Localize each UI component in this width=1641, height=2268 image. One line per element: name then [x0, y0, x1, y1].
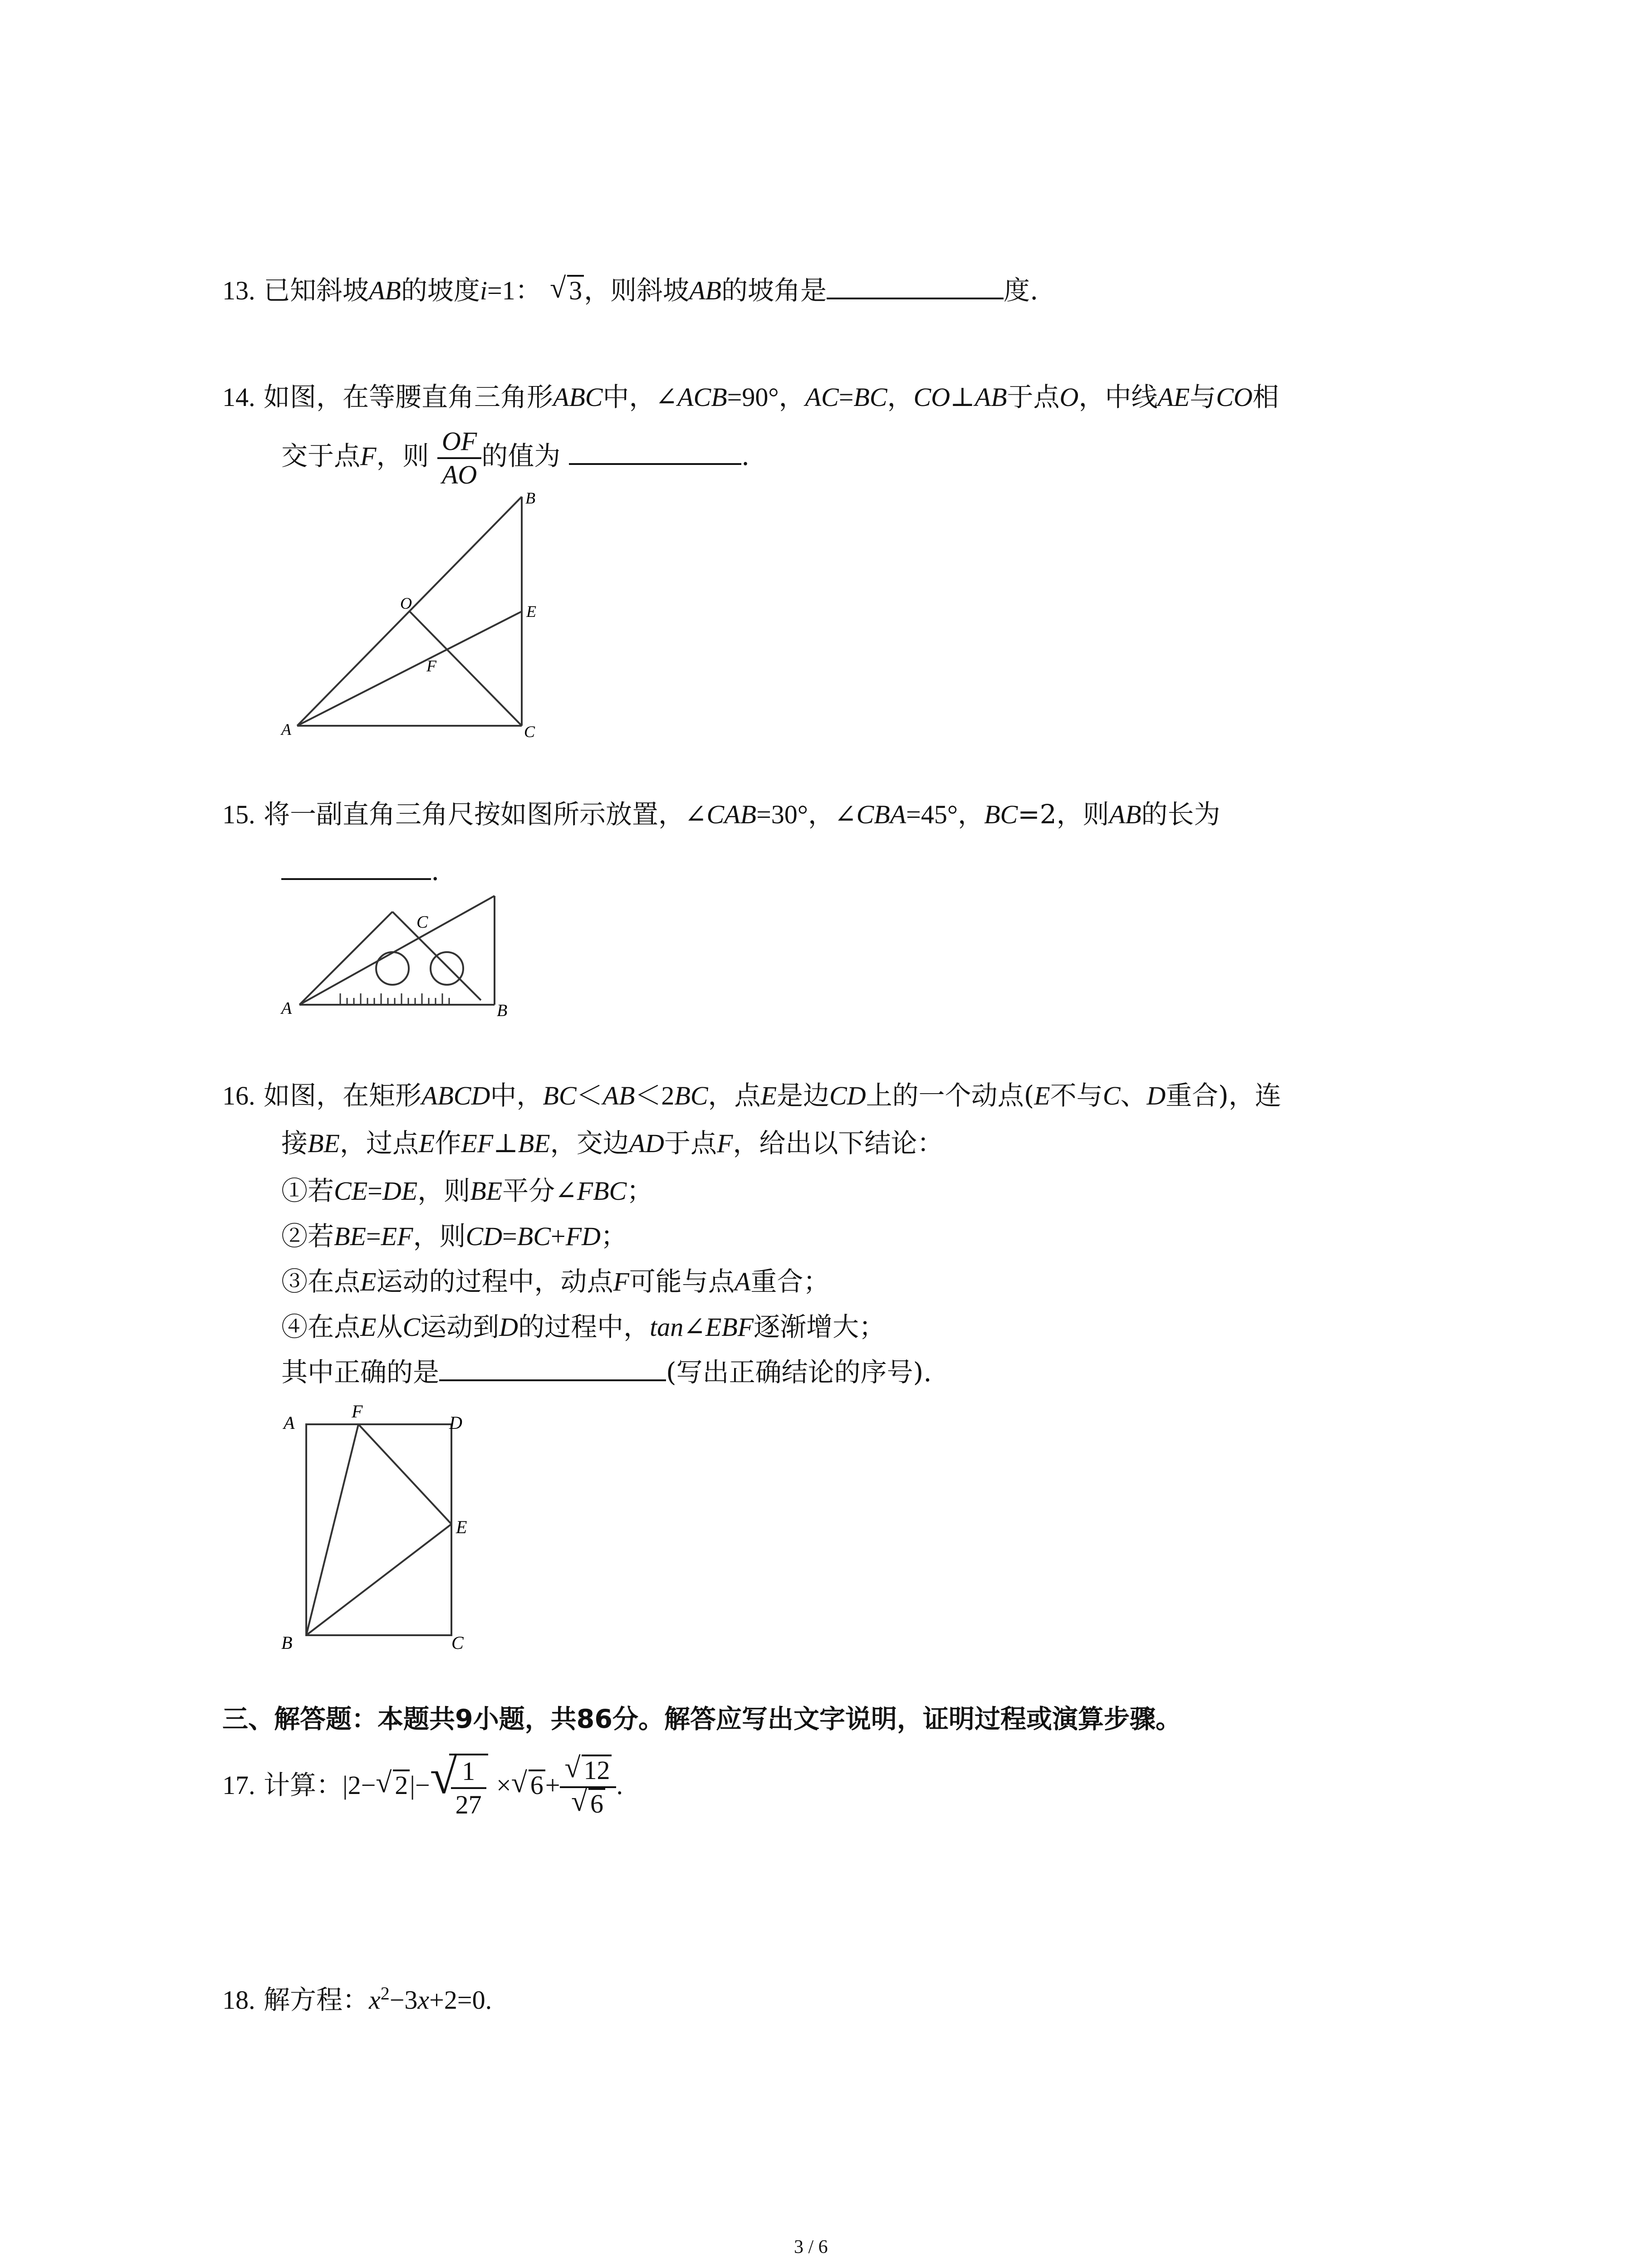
- text: 度.: [1004, 275, 1038, 306]
- text: =2，则: [1018, 799, 1109, 830]
- label-e: E: [456, 1517, 467, 1537]
- answer-blank[interactable]: [827, 275, 1004, 299]
- segment-bf: [306, 1424, 358, 1635]
- text: 如图，在等腰直角三角形: [263, 381, 553, 412]
- text: ⊥: [950, 381, 975, 412]
- var: x: [417, 1985, 430, 2015]
- var: D: [499, 1312, 519, 1342]
- text: +2=0.: [429, 1985, 492, 2015]
- denominator: AO: [441, 459, 477, 489]
- radicand: 3: [567, 275, 584, 305]
- question-number: 14.: [222, 382, 255, 412]
- fraction-of-ao: [437, 425, 481, 491]
- radicand: 12: [582, 1755, 612, 1784]
- var: ABCD: [421, 1081, 490, 1110]
- text: 交于点: [281, 440, 361, 471]
- question-16-line1: [222, 1080, 1281, 1112]
- numerator: 1: [451, 1755, 486, 1789]
- text: 平分∠: [502, 1175, 577, 1206]
- label-b: B: [497, 1001, 508, 1020]
- var: EF: [461, 1129, 494, 1158]
- text: ，过点: [339, 1128, 419, 1158]
- text: =: [838, 382, 854, 412]
- text: 上的一个动点(: [866, 1080, 1034, 1111]
- var: A: [734, 1267, 751, 1296]
- circle-hole-right: [431, 952, 463, 985]
- answer-blank[interactable]: [569, 440, 741, 465]
- text: ，则斜坡: [584, 275, 690, 306]
- var: BC: [984, 800, 1018, 829]
- answer-blank[interactable]: [439, 1357, 666, 1381]
- text: 重合；: [750, 1266, 830, 1297]
- text: ，点: [708, 1080, 761, 1111]
- label-c: C: [524, 723, 535, 741]
- text: 计算：: [263, 1769, 343, 1800]
- var: AC: [805, 382, 839, 412]
- var: BE: [334, 1222, 366, 1251]
- text: ；: [600, 1221, 627, 1251]
- var: AD: [629, 1129, 664, 1158]
- var: AB: [1109, 800, 1141, 829]
- text: 重合)，连: [1166, 1080, 1281, 1111]
- label-a: A: [284, 1413, 295, 1433]
- var: E: [1034, 1081, 1050, 1110]
- label-d: D: [449, 1413, 462, 1433]
- text: +: [545, 1770, 560, 1800]
- text: ，则: [413, 1221, 466, 1251]
- text: 运动的过程中，动点: [376, 1266, 613, 1297]
- text: ，中线: [1078, 381, 1158, 412]
- var: O: [1059, 382, 1079, 412]
- var: C: [402, 1312, 421, 1342]
- var: BE: [308, 1129, 340, 1158]
- sqrt-3: √ 3: [550, 275, 584, 307]
- text: ，: [887, 381, 914, 412]
- text: 作: [435, 1128, 461, 1158]
- question-number: 15.: [222, 800, 255, 829]
- var: BC: [517, 1222, 551, 1251]
- text: =1：: [487, 276, 542, 305]
- var: DE: [382, 1176, 418, 1206]
- ruler-ticks: [340, 993, 449, 1005]
- question-number: 17.: [222, 1770, 255, 1800]
- sqrt-2: √ 2: [376, 1747, 410, 1824]
- var: ACB: [677, 382, 727, 412]
- text: 的坡角是: [721, 275, 827, 306]
- text: 的长为: [1141, 799, 1220, 830]
- question-14-line1: [222, 381, 1279, 413]
- text: 从: [376, 1311, 403, 1342]
- var: i: [480, 276, 487, 305]
- conclusion-3: [281, 1266, 829, 1298]
- figure-16-rectangle: [272, 1397, 508, 1656]
- text: 接: [281, 1128, 308, 1158]
- segment-hyp-30: [299, 896, 495, 1005]
- var: AB: [368, 276, 401, 305]
- label-b: B: [525, 490, 535, 507]
- var: CD: [465, 1222, 503, 1251]
- text: 逐渐增大；: [754, 1311, 886, 1342]
- label-f: F: [352, 1401, 363, 1422]
- sqrt-6-den: √ 6: [571, 1788, 605, 1820]
- var: BE: [470, 1176, 503, 1206]
- text: −3: [389, 1985, 418, 2015]
- text: ＜: [576, 1080, 603, 1111]
- var: AE: [1157, 382, 1190, 412]
- figure-14-triangle: [263, 490, 554, 744]
- var: CBA: [856, 800, 906, 829]
- var: EF: [381, 1222, 413, 1251]
- text: 相: [1252, 381, 1279, 412]
- text: =90°，: [727, 382, 805, 412]
- var: E: [760, 1081, 777, 1110]
- text: 解方程：: [263, 1984, 369, 2015]
- sqrt-frac-1-27: √ $\frac{1}{27}$: [430, 1747, 488, 1824]
- text: 于点: [664, 1128, 717, 1158]
- var: E: [360, 1267, 377, 1296]
- var: BC: [853, 382, 887, 412]
- text: ②若: [281, 1221, 334, 1251]
- segment-45-left: [299, 912, 392, 1005]
- var: BC: [674, 1081, 708, 1110]
- text: =: [366, 1222, 381, 1251]
- figure-15-set-squares: [272, 889, 526, 1021]
- label-b: B: [281, 1633, 293, 1653]
- text: |−: [410, 1770, 430, 1800]
- text: ③在点: [281, 1266, 361, 1297]
- var: F: [613, 1267, 629, 1296]
- text: .: [431, 855, 440, 886]
- text: 已知斜坡: [263, 275, 369, 306]
- var: D: [1146, 1081, 1166, 1110]
- var: FBC: [577, 1176, 627, 1206]
- var: EBF: [705, 1312, 754, 1342]
- conclusion-4: [281, 1311, 885, 1343]
- var: F: [360, 441, 377, 471]
- text: ④在点: [281, 1311, 361, 1342]
- text: 不与: [1050, 1080, 1103, 1111]
- sqrt-12: √ 12: [564, 1755, 612, 1786]
- segment-fe: [358, 1424, 451, 1524]
- var: CO: [913, 382, 950, 412]
- text: =: [502, 1222, 517, 1251]
- var: BC: [543, 1081, 577, 1110]
- text: =: [367, 1176, 382, 1206]
- var: CO: [1216, 382, 1253, 412]
- segment-be: [306, 1524, 451, 1635]
- answer-blank[interactable]: [281, 855, 431, 880]
- text: ⊥: [493, 1128, 518, 1158]
- text: ；: [627, 1175, 653, 1206]
- denominator: 27: [455, 1789, 482, 1819]
- label-o: O: [400, 594, 412, 612]
- text: 的过程中，: [518, 1311, 650, 1342]
- text: ∠: [683, 1311, 705, 1342]
- var: CAB: [706, 800, 757, 829]
- text: =30°，∠: [756, 800, 857, 829]
- text: 于点: [1007, 381, 1060, 412]
- section-3-heading: 三、解答题：本题共9小题，共86分。解答应写出文字说明，证明过程或演算步骤。: [222, 1704, 1181, 1734]
- text: 其中正确的是: [281, 1357, 440, 1388]
- text: ，则: [417, 1175, 470, 1206]
- text: (写出正确结论的序号).: [666, 1357, 932, 1388]
- text: 中，∠: [603, 381, 678, 412]
- text: ＜2: [635, 1081, 675, 1110]
- exponent: 2: [380, 1983, 390, 2004]
- text: 中，: [490, 1080, 543, 1111]
- var: x: [368, 1985, 381, 2015]
- label-a: A: [281, 999, 292, 1018]
- var: E: [418, 1129, 435, 1158]
- question-number: 13.: [222, 276, 255, 305]
- segment-ae: [297, 611, 522, 726]
- var: C: [1102, 1081, 1121, 1110]
- question-16-answer: [281, 1356, 932, 1388]
- question-number: 16.: [222, 1081, 255, 1110]
- conclusion-2: [281, 1220, 627, 1252]
- text: ，给出以下结论：: [733, 1128, 944, 1158]
- var: ABC: [553, 382, 603, 412]
- question-14-line2: [281, 422, 749, 491]
- label-c: C: [416, 913, 428, 932]
- text: ，则: [376, 440, 429, 471]
- var: F: [716, 1129, 733, 1158]
- var: AB: [975, 382, 1007, 412]
- label-a: A: [281, 720, 291, 738]
- text: 、: [1120, 1080, 1147, 1111]
- page-number: 3 / 6: [794, 2237, 828, 2258]
- label-e: E: [526, 602, 536, 621]
- radicand: 6: [529, 1769, 545, 1799]
- rectangle-abcd: [306, 1424, 451, 1635]
- question-17: [222, 1746, 623, 1824]
- numerator: OF: [437, 425, 481, 459]
- label-c: C: [451, 1633, 464, 1653]
- sqrt-6: √ 6: [511, 1747, 545, 1824]
- question-13: [222, 274, 1038, 307]
- var: AB: [603, 1081, 635, 1110]
- text: 将一副直角三角尺按如图所示放置，∠: [263, 799, 707, 830]
- fraction-sqrt12-sqrt6: [560, 1751, 616, 1820]
- text: 运动到: [420, 1311, 500, 1342]
- text: ×: [496, 1770, 511, 1800]
- text: |2−: [342, 1770, 376, 1800]
- radicand: 6: [588, 1788, 605, 1818]
- question-number: 18.: [222, 1985, 255, 2015]
- text: ①若: [281, 1175, 334, 1206]
- radicand: 2: [393, 1769, 410, 1799]
- circle-hole-left: [376, 952, 409, 985]
- text: 如图，在矩形: [263, 1080, 421, 1111]
- conclusion-1: [281, 1175, 653, 1207]
- var: tan: [650, 1312, 684, 1342]
- var: FD: [565, 1222, 601, 1251]
- var: CE: [334, 1176, 368, 1206]
- question-16-line2: [281, 1127, 943, 1159]
- text: =45°，: [906, 800, 985, 829]
- question-15-line2: [281, 855, 439, 887]
- text: 的值为: [481, 440, 561, 471]
- var: AB: [689, 276, 721, 305]
- var: BE: [518, 1129, 550, 1158]
- question-15-line1: [222, 798, 1220, 831]
- text: 可能与点: [629, 1266, 735, 1297]
- var: E: [360, 1312, 377, 1342]
- text: 与: [1190, 381, 1216, 412]
- question-18: [222, 1978, 492, 2016]
- label-f: F: [426, 657, 436, 675]
- text: 是边: [777, 1080, 830, 1111]
- var: CD: [829, 1081, 866, 1110]
- text: .: [741, 440, 750, 471]
- text: ，交边: [550, 1128, 629, 1158]
- text: +: [550, 1222, 566, 1251]
- text: 的坡度: [401, 275, 480, 306]
- text: .: [616, 1770, 623, 1800]
